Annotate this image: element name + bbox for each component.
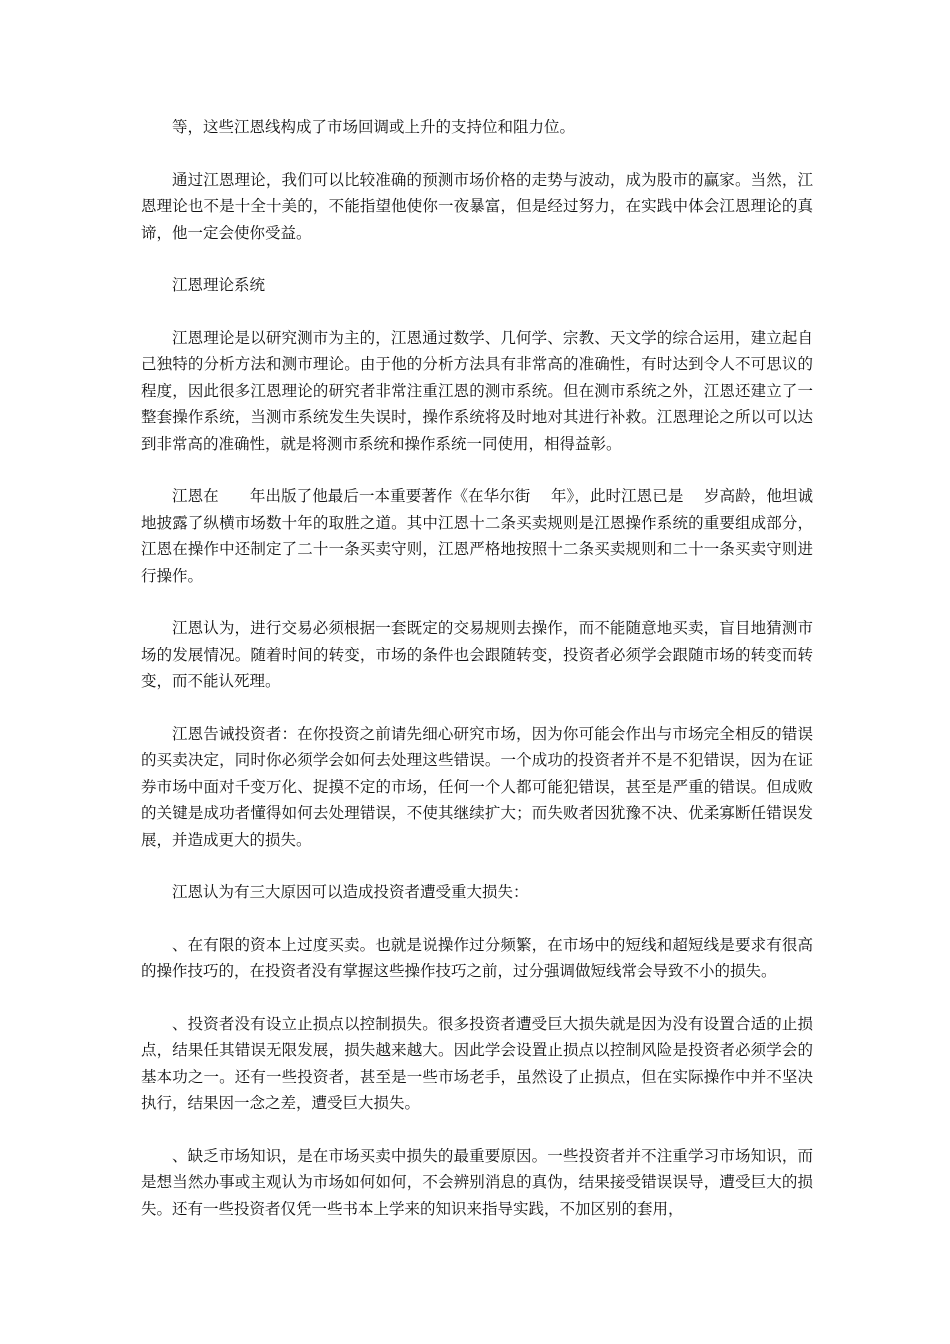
paragraph-gann-advice: 江恩告诫投资者：在你投资之前请先细心研究市场，因为你可能会作出与市场完全相反的错误的买卖决定，同时你必须学会如何去处理这些错误。一个成功的投资者并不是不犯错误，因为在证券市场中面对千变万化、捉摸不定的市场，任何一个人都可能犯错误，甚至是严重的错误。但成败的关键是成功者懂得如何去处理错误，不使其继续扩大；而失败者因犹豫不决、优柔寡断任错误发展，并造成更大的损失。 xyxy=(141,724,813,849)
list-item-reason-3: 、缺乏市场知识，是在市场买卖中损失的最重要原因。一些投资者并不注重学习市场知识，而是想当然办事或主观认为市场如何如何，不会辨别消息的真伪，结果接受错误误导，遭受巨大的损失。还有一些投资者仅凭一些书本上学来的知识来指导实践，不加区别的套用， xyxy=(141,1146,813,1218)
paragraph-gann-book: 江恩在 年出版了他最后一本重要著作《在华尔街 年》，此时江恩已是 岁高龄，他坦诚地披露了纵横市场数十年的取胜之道。其中江恩十二条买卖规则是江恩操作系统的重要组成部分，江恩在操作中还制定了二十一条买卖守则，江恩严格地按照十二条买卖规则和二十一条买卖守则进行操作。 xyxy=(141,487,813,585)
paragraph-intro-continuation: 等，这些江恩线构成了市场回调或上升的支持位和阻力位。 xyxy=(172,118,576,136)
paragraph-three-reasons-intro: 江恩认为有三大原因可以造成投资者遭受重大损失： xyxy=(172,883,529,901)
section-heading: 江恩理论系统 xyxy=(172,276,266,294)
paragraph-trading-rules: 江恩认为，进行交易必须根据一套既定的交易规则去操作，而不能随意地买卖，盲目地猜测市场的发展情况。随着时间的转变，市场的条件也会跟随转变，投资者必须学会跟随市场的转变而转变，而不能认死理。 xyxy=(141,619,813,690)
paragraph-gann-prediction: 通过江恩理论，我们可以比较准确的预测市场价格的走势与波动，成为股市的赢家。当然，江恩理论也不是十全十美的，不能指望他使你一夜暴富，但是经过努力，在实践中体会江恩理论的真谛，他一定会使你受益。 xyxy=(141,170,813,242)
document-body xyxy=(141,114,813,1248)
paragraph-gann-system: 江恩理论是以研究测市为主的，江恩通过数学、几何学、宗教、天文学的综合运用，建立起自己独特的分析方法和测市理论。由于他的分析方法具有非常高的准确性，有时达到令人不可思议的程度，因此很多江恩理论的研究者非常注重江恩的测市系统。但在测市系统之外，江恩还建立了一整套操作系统，当测市系统发生失误时，操作系统将及时地对其进行补救。江恩理论之所以可以达到非常高的准确性，就是将测市系统和操作系统一同使用，相得益彰。 xyxy=(141,328,813,453)
list-item-reason-1: 、在有限的资本上过度买卖。也就是说操作过分频繁，在市场中的短线和超短线是要求有很高的操作技巧的，在投资者没有掌握这些操作技巧之前，过分强调做短线常会导致不小的损失。 xyxy=(141,935,813,980)
list-item-reason-2: 、投资者没有设立止损点以控制损失。很多投资者遭受巨大损失就是因为没有设置合适的止损点，结果任其错误无限发展，损失越来越大。因此学会设置止损点以控制风险是投资者必须学会的基本功之一。还有一些投资者，甚至是一些市场老手，虽然设了止损点，但在实际操作中并不坚决执行，结果因一念之差，遭受巨大损失。 xyxy=(141,1014,813,1112)
